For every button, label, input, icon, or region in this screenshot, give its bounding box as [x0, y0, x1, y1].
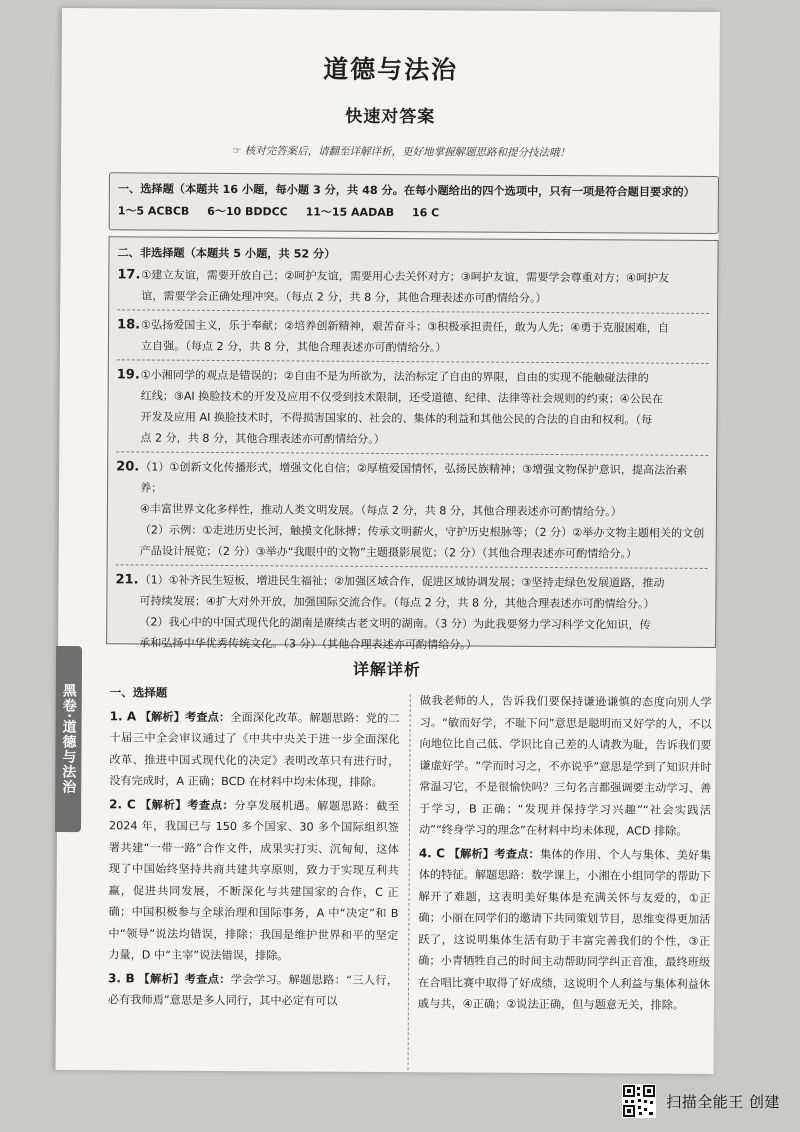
column-divider	[408, 694, 411, 1070]
detail-title: 详解详析	[352, 659, 422, 680]
mc-section-heading: 一、选择题（本题共 16 小题，每小题 3 分，共 48 分。在每小题给出的四个选项中，只有一项是符合题目要求的）	[117, 182, 695, 199]
essay-panel	[106, 236, 718, 652]
answer-line: ①建立友谊，需要开放自己；②呵护友谊，需要用心去关怀对方；③呵护友谊，需要学会尊重对方；④呵护友	[141, 268, 670, 285]
essay-question	[109, 260, 717, 310]
left-answer-list	[108, 706, 400, 1013]
page-subtitle: 快速对答案	[345, 106, 436, 128]
question-answer	[140, 456, 709, 564]
essay-question	[107, 565, 716, 657]
analysis-text: 分享发展机遇。解题思路：截至 2024 年，我国已与 150 多个国家、30 多个国际组织签署共建“一带一路”合作文件，成果实打实、沉甸甸，这体现了中国始终坚持共商共建共享原则，致力于实现互利共赢，促进共同发展，不断深化与共建国家的合作，C 正确；中国积极参与全球治理和国际事务，A 中“决定”和 B 中“领导”说法均错误，排除；我国是维护世界和平的坚定力量，D 中“主宰”说法错误，排除。	[108, 798, 400, 963]
detail-answer	[419, 690, 712, 842]
analysis-text: 全面深化改革。解题思路：党的二十届三中全会审议通过了《中共中央关于进一步全面深化改革、推进中国式现代化的决定》表明改革只有进行时，没有完成时，A 正确；BCD 在材料中均未体现，排除。	[109, 710, 400, 789]
question-answer	[140, 364, 709, 451]
hint-line	[121, 142, 681, 160]
detail-answer	[418, 843, 711, 1017]
page-title: 道德与法治	[323, 54, 459, 85]
answer-sheet-page	[56, 8, 720, 1074]
answer-line: 开发及应用 AI 换脸技术时，不得损害国家的、社会的、集体的利益和其他公民的合法的自由和权利。（每	[140, 410, 653, 427]
essay-question	[108, 452, 717, 565]
side-tab-label: 黑卷·道德与法治	[55, 646, 82, 832]
answer-line: ④丰富世界文化多样性，推动人类文明发展。（每点 2 分，共 8 分，其他合理表述亦可酌情给分。）	[139, 502, 622, 519]
answer-line: 立自强。（每点 2 分，共 8 分，其他合理表述亦可酌情给分。）	[140, 339, 447, 355]
mc-answer-group: 6～10 BDDCC	[207, 204, 288, 219]
detail-left-column	[108, 682, 400, 1014]
question-number: 17.	[117, 267, 141, 283]
answer-line: （2）我心中的中国式现代化的湖南是赓续古老文明的湖南。（3 分）为此我要努力学习科学文化知识，传	[139, 615, 651, 632]
detail-answer	[109, 706, 400, 794]
analysis-text: 做我老师的人，告诉我们要保持谦逊谦慎的态度向别人学习。“敏而好学，不耻下问”意思是聪明而又好学的人，不以向地位比自己低、学识比自己差的人请教为耻，告诉我们要谦虚好学。“学而时习之，不亦说乎”意思是学到了知识并时常温习它，不是很愉快吗？三句名言都强调要主动学习、善于学习，B 正确；“发现并保持学习兴趣”“社会实践活动”“终身学习的理念”在材料中均未体现，ACD 排除。	[418, 694, 712, 838]
essay-question	[108, 360, 717, 452]
detail-answer	[108, 968, 398, 1013]
answer-line: ①小湘同学的观点是错误的；②自由不是为所欲为，法治标定了自由的界限，自由的实现不能触碰法律的	[140, 368, 649, 385]
essay-question-list	[107, 260, 717, 657]
answer-number: 4. C	[418, 845, 445, 860]
scanner-label: 扫描全能王 创建	[666, 1092, 780, 1111]
question-answer	[141, 264, 709, 309]
analysis-text: 集体的作用、个人与集体、美好集体的特征。解题思路：数学课上，小湘在小组同学的帮助下解开了难题，这表明美好集体是充满关怀与友爱的，①正确；小丽在同学们的邀请下共同策划节目，思维变得更加活跃了，这说明集体生活有助于丰富完善我们的个性，③正确；小青牺牲自己的时间主动帮助同学纠正音准，最终班级在合唱比赛中取得了好成绩，这说明个人利益与集体利益休戚与共，④正确；②说法正确，但与题意无关，排除。	[417, 847, 711, 1012]
analysis-text: 学会学习。解题思路：“三人行，必有我师焉”意思是多人同行，其中必定有可以	[107, 972, 399, 1008]
question-answer	[141, 314, 709, 359]
analysis-tag: 【解析】考查点：	[139, 797, 235, 812]
answer-line: 承和弘扬中华优秀传统文化。（3 分）（其他合理表述亦可酌情给分。）	[139, 636, 478, 652]
right-answer-list	[418, 690, 712, 1016]
answer-line: 可持续发展；④扩大对外开放，加强国际交流合作。（每点 2 分，共 8 分，其他合理表述亦可酌情给分。）	[139, 594, 655, 611]
essay-question	[109, 310, 717, 360]
answer-number: 2. C	[109, 796, 136, 811]
analysis-tag: 【解析】考查点：	[448, 846, 541, 861]
multiple-choice-panel	[109, 172, 719, 234]
answer-line: 产品设计展览；（2 分）③举办“我眼中的文物”主题摄影展览；（2 分）（其他合理表述亦可酌情给分。）	[139, 544, 638, 561]
mc-answer-group: 16 C	[411, 206, 440, 220]
answer-line: 红线；③AI 换脸技术的开发及应用不仅受到技术限制，还受道德、纪律、法律等社会规则的约束；④公民在	[140, 389, 664, 406]
detail-answer	[108, 794, 399, 968]
essay-section-heading: 二、非选择题（本题共 5 小题，共 52 分）	[117, 246, 336, 261]
pointing-hand-icon: ☞	[232, 145, 242, 158]
answer-line: 谊，需要学会正确处理冲突。（每点 2 分，共 8 分，其他合理表述亦可酌情给分。）	[141, 289, 547, 305]
answer-line: 点 2 分，共 8 分，其他合理表述亦可酌情给分。）	[140, 431, 385, 446]
answer-line: ①弘扬爱国主义，乐于奉献；②培养创新精神，艰苦奋斗；③积极承担责任，敢为人先；④勇于克服困难，自	[141, 318, 670, 335]
question-number: 21.	[115, 572, 139, 588]
mc-answer-row	[110, 196, 718, 222]
answer-number: 1. A	[109, 708, 137, 723]
analysis-tag: 【解析】考查点：	[138, 971, 231, 986]
detail-left-heading: 一、选择题	[109, 685, 168, 700]
question-number: 19.	[116, 367, 140, 383]
scanner-watermark	[622, 1084, 780, 1118]
answer-line: （2）示例：①走进历史长河，触摸文化脉搏；传承文明薪火，守护历史根脉等；（2 分）②举办文物主题相关的文创	[139, 523, 705, 540]
answer-number: 3. B	[108, 970, 135, 985]
answer-line: （1）①创新文化传播形式，增强文化自信；②厚植爱国情怀，弘扬民族精神；③增强文物保护意识，提高法治素养；	[140, 460, 688, 495]
detail-right-column	[418, 690, 712, 1018]
mc-answer-group: 1～5 ACBCB	[117, 204, 190, 218]
question-number: 20.	[116, 459, 140, 475]
question-number: 18.	[117, 317, 141, 333]
question-answer	[139, 569, 708, 656]
mc-answer-group: 11～15 AADAB	[305, 205, 395, 220]
hint-text: 核对完答案后，请翻至详解详析，更好地掌握解题思路和提分技法哦！	[244, 145, 571, 160]
analysis-tag: 【解析】考查点：	[139, 709, 231, 724]
qr-code-icon	[622, 1084, 656, 1118]
answer-line: （1）①补齐民生短板，增进民生福祉；②加强区域合作，促进区域协调发展；③坚持走绿色发展道路，推动	[139, 573, 665, 590]
